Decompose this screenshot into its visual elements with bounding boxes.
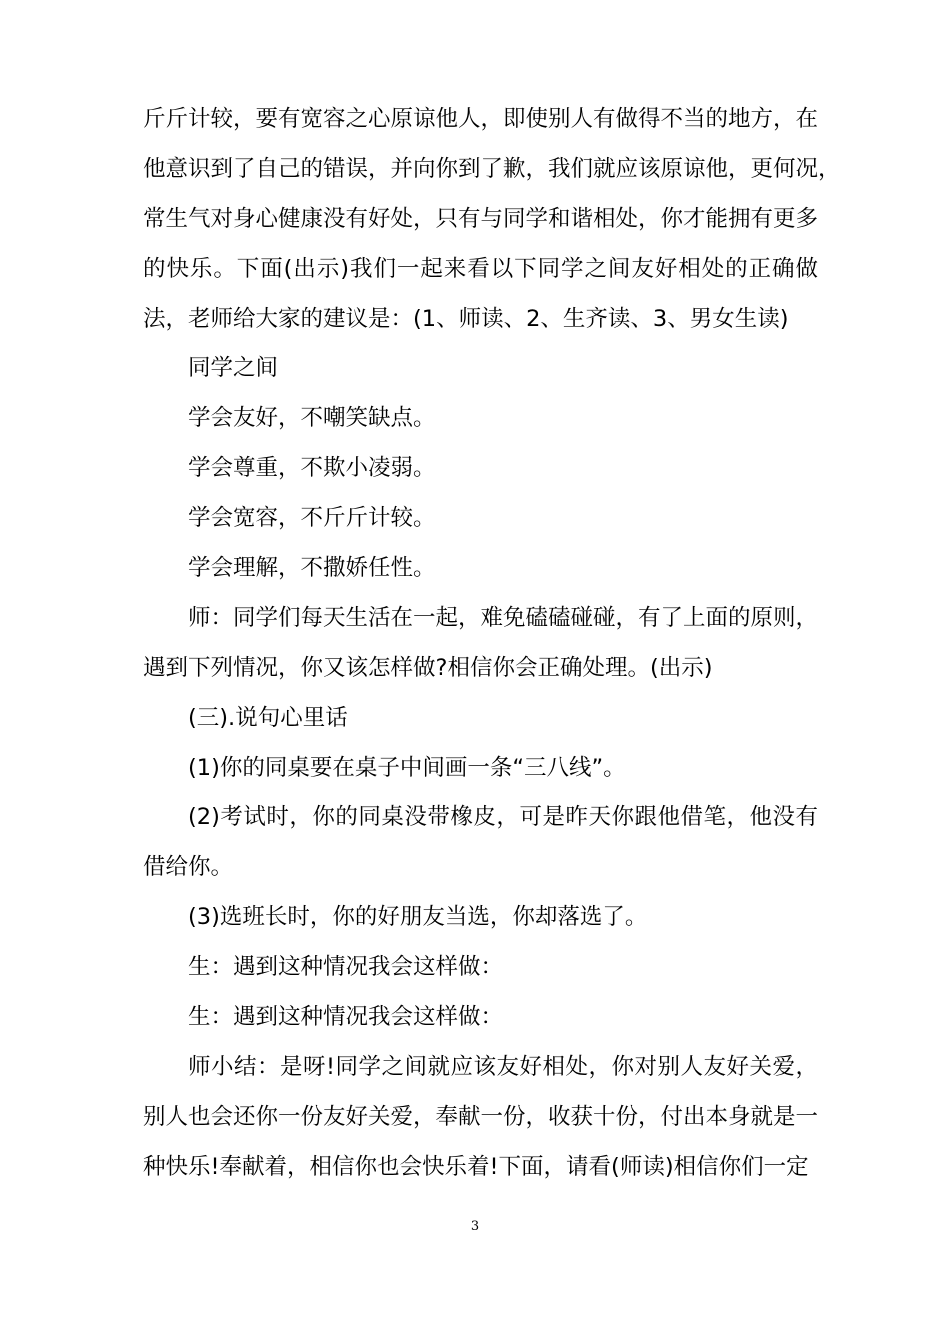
text-line: 学会尊重，不欺小凌弱。 (188, 455, 436, 482)
text-line: 同学之间 (188, 355, 279, 382)
text-line: 常生气对身心健康没有好处，只有与同学和谐相处，你才能拥有更多 (143, 205, 819, 232)
text-line: 斤斤计较，要有宽容之心原谅他人，即使别人有做得不当的地方，在 (143, 106, 819, 132)
section-heading: (三).说句心里话 (188, 704, 348, 731)
text-line: 借给你。 (143, 854, 234, 881)
text-line: 师小结：是呀!同学之间就应该友好相处，你对别人友好关爱， (188, 1053, 818, 1080)
text-line: 遇到下列情况，你又该怎样做?相信你会正确处理。(出示) (143, 654, 713, 681)
text-line: 种快乐!奉献着，相信你也会快乐着!下面，请看(师读)相信你们一定 (143, 1153, 809, 1180)
text-line: 学会理解，不撒娇任性。 (188, 555, 436, 582)
page-number: 3 (470, 1219, 480, 1234)
text-line: 学会友好，不嘲笑缺点。 (188, 405, 436, 432)
body-text (143, 95, 841, 1193)
text-line: 生：遇到这种情况我会这样做： (188, 954, 504, 981)
text-line: 的快乐。下面(出示)我们一起来看以下同学之间友好相处的正确做 (143, 255, 818, 282)
text-line: 学会宽容，不斤斤计较。 (188, 505, 436, 532)
text-line: (3)选班长时，你的好朋友当选，你却落选了。 (188, 904, 648, 931)
text-line: 别人也会还你一份友好关爱，奉献一份，收获十份，付出本身就是一 (143, 1103, 819, 1130)
text-line: (2)考试时，你的同桌没带橡皮，可是昨天你跟他借笔，他没有 (188, 804, 818, 831)
text-line: 师：同学们每天生活在一起，难免磕磕碰碰，有了上面的原则， (188, 604, 819, 631)
text-line: (1)你的同桌要在桌子中间画一条“三八线”。 (188, 754, 626, 781)
text-line: 生：遇到这种情况我会这样做： (188, 1004, 504, 1031)
text-line: 法，老师给大家的建议是：(1、师读、2、生齐读、3、男女生读) (143, 305, 789, 332)
text-line: 他意识到了自己的错误，并向你到了歉，我们就应该原谅他，更何况， (143, 155, 841, 182)
